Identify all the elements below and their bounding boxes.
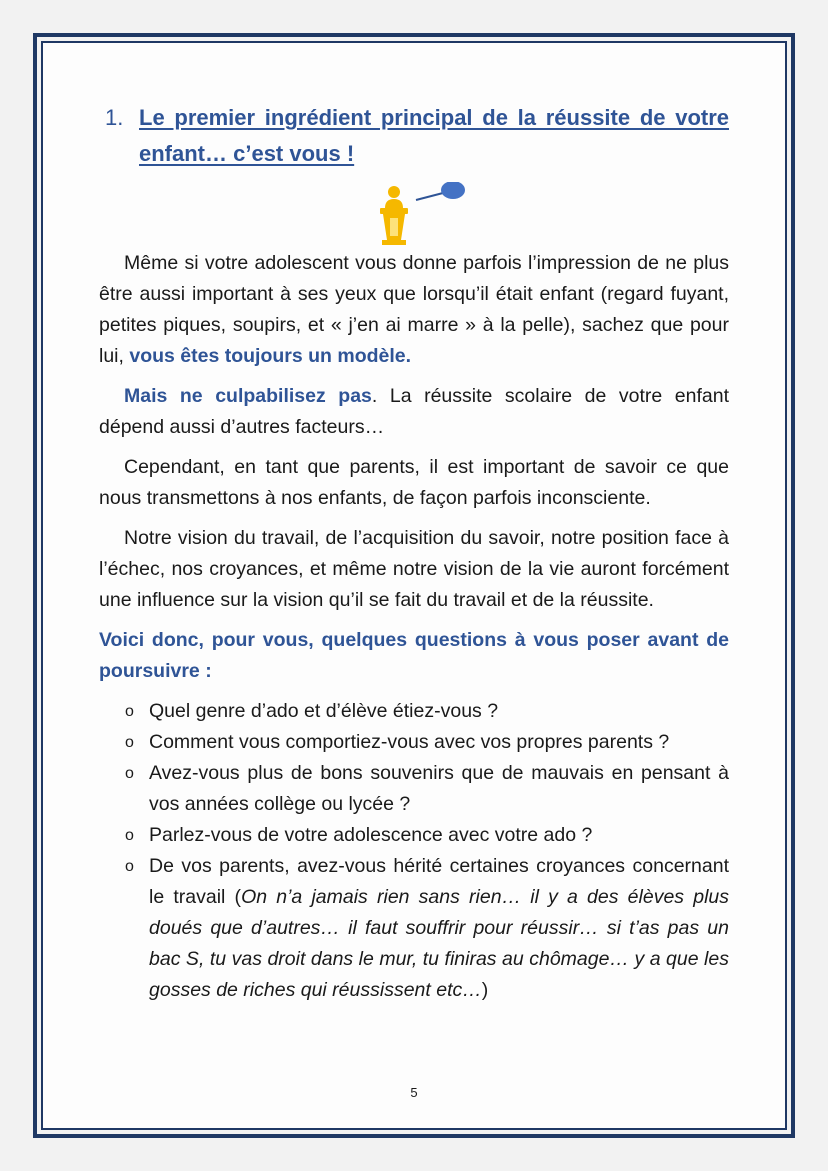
list-item xyxy=(125,758,729,820)
questions-intro: Voici donc, pour vous, quelques questions à vous poser avant de poursuivre : xyxy=(99,629,729,682)
question-text: Comment vous comportiez-vous avec vos propres parents ? xyxy=(149,731,670,753)
document-page xyxy=(43,43,785,1128)
bullet-marker: o xyxy=(125,734,134,751)
page-content xyxy=(99,100,729,1006)
bullet-marker: o xyxy=(125,765,134,782)
question-text: De vos parents, avez-vous hérité certaines croyances concernant le travail ( xyxy=(149,855,729,908)
question-close-paren: ) xyxy=(481,979,489,1001)
role-model-emphasis: vous êtes toujours un modèle. xyxy=(129,345,412,367)
bullet-marker: o xyxy=(125,858,134,875)
paragraph-transmission: Cependant, en tant que parents, il est important de savoir ce que nous transmettons à nos enfants, de façon parfois inconsciente. xyxy=(99,456,729,509)
paragraph-role-model-text: Même si votre adolescent vous donne parfois l’impression de ne plus être aussi important à ses yeux que lorsqu’il était enfant (regard fuyant, petites piques, soupirs, et « j’en ai marre » à la pelle), sachez que pour lui, xyxy=(99,252,729,367)
question-quote-italic: On n’a jamais rien sans rien… il y a des élèves plus doués que d’autres… il faut souffrir pour réussir… si t’as pas un bac S, tu vas droit dans le mur, tu finiras au chômage… y a que les gosses de riches qui réussissent etc… xyxy=(149,886,729,1001)
bullet-marker: o xyxy=(125,703,134,720)
section-heading xyxy=(99,100,729,172)
heading-number: 1. xyxy=(105,105,124,130)
questions-list xyxy=(99,696,729,1006)
list-item xyxy=(125,696,729,727)
page-number: 5 xyxy=(410,1085,418,1100)
question-text: Quel genre d’ado et d’élève étiez-vous ? xyxy=(149,700,499,722)
paragraph-vision: Notre vision du travail, de l’acquisition du savoir, notre position face à l’échec, nos croyances, et même notre vision de la vie auront forcément une influence sur la vision qu’il se fait du travail et de la réussite. xyxy=(99,527,729,611)
question-text: Avez-vous plus de bons souvenirs que de mauvais en pensant à vos années collège ou lycée ? xyxy=(149,762,729,815)
question-text: Parlez-vous de votre adolescence avec votre ado ? xyxy=(149,824,593,846)
heading-text: Le premier ingrédient principal de la réussite de votre enfant… c’est vous ! xyxy=(139,105,729,166)
list-item xyxy=(125,727,729,758)
no-guilt-emphasis: Mais ne culpabilisez pas xyxy=(124,385,372,407)
bullet-marker: o xyxy=(125,827,134,844)
paragraph-role-model xyxy=(99,248,729,372)
list-item xyxy=(125,851,729,1006)
list-item xyxy=(125,820,729,851)
paragraph-no-guilt xyxy=(99,381,729,443)
paragraph-no-guilt-text: . La réussite scolaire de votre enfant dépend aussi d’autres facteurs… xyxy=(99,385,730,438)
speaker-podium-icon xyxy=(377,182,477,248)
